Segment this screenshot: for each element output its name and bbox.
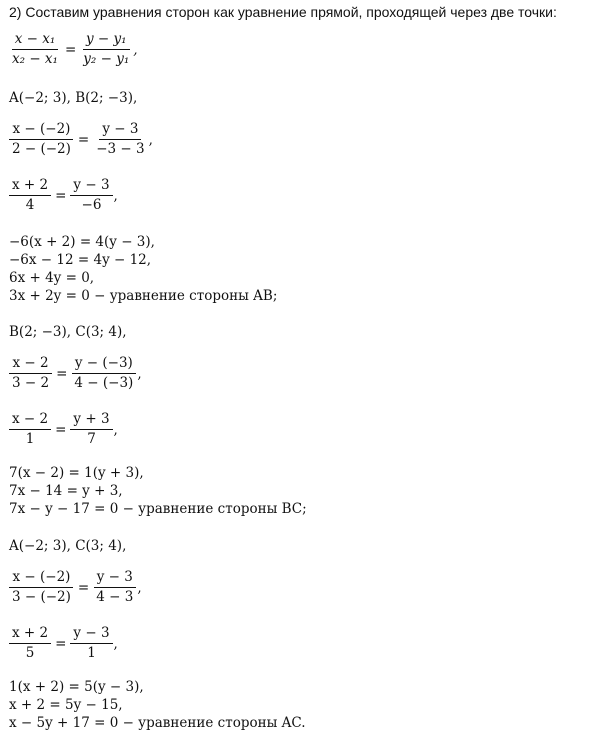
comma: ,: [113, 421, 118, 438]
equals-sign: =: [55, 421, 67, 438]
fraction-left: [9, 412, 51, 447]
denominator: x₂ − x₁: [12, 51, 58, 67]
bc-equation-1: [9, 356, 142, 391]
denominator: 4: [25, 197, 35, 213]
fraction-right: [70, 412, 112, 447]
denominator: 5: [25, 645, 35, 661]
comma: ,: [113, 187, 118, 204]
denominator: 4 − (−3): [74, 375, 134, 391]
equals-sign: =: [55, 635, 67, 652]
comma: ,: [113, 635, 118, 652]
equals-sign: =: [56, 365, 68, 382]
numerator: x + 2: [9, 178, 51, 196]
numerator: x − (−2): [9, 570, 73, 588]
comma: ,: [137, 579, 142, 596]
numerator: y − 3: [70, 626, 112, 644]
denominator: 1: [25, 431, 35, 447]
ac-result: x − 5y + 17 = 0 − уравнение стороны AC.: [9, 715, 306, 731]
bc-step-2: 7x − 14 = y + 3,: [9, 483, 123, 499]
ac-step-2: x + 2 = 5y − 15,: [9, 697, 123, 713]
ab-result: 3x + 2y = 0 − уравнение стороны AB;: [9, 288, 278, 304]
ab-step-1: −6(x + 2) = 4(y − 3),: [9, 234, 155, 250]
denominator: 7: [87, 431, 96, 447]
fraction-right: [80, 32, 132, 67]
points-bc: B(2; −3), C(3; 4),: [9, 324, 127, 340]
section-title: 2) Составим уравнения сторон как уравнение прямой, проходящей через две точки:: [9, 4, 557, 20]
fraction-left: [9, 32, 61, 67]
ab-step-3: 6x + 4y = 0,: [9, 270, 95, 286]
numerator: y − 3: [70, 178, 112, 196]
ab-equation-2: [9, 178, 118, 213]
fraction-left: [9, 626, 51, 661]
fraction-right: [70, 626, 112, 661]
comma: ,: [133, 41, 138, 58]
denominator: 4 − 3: [96, 589, 134, 605]
numerator: y − y₁: [83, 32, 130, 50]
numerator: x − 2: [9, 356, 51, 374]
fraction-right: [70, 178, 112, 213]
ac-equation-1: [9, 570, 142, 605]
ab-equation-1: [9, 122, 153, 157]
fraction-left: [9, 178, 51, 213]
ac-step-1: 1(x + 2) = 5(y − 3),: [9, 679, 144, 695]
general-line-equation: [9, 32, 138, 67]
fraction-right: [93, 122, 147, 157]
numerator: y + 3: [70, 412, 112, 430]
numerator: x + 2: [9, 626, 51, 644]
numerator: x − (−2): [9, 122, 73, 140]
comma: ,: [148, 131, 153, 148]
denominator: 3 − (−2): [12, 589, 71, 605]
fraction-right: [93, 570, 136, 605]
fraction-left: [9, 122, 74, 157]
bc-result: 7x − y − 17 = 0 − уравнение стороны BC;: [9, 501, 307, 517]
equals-sign: =: [77, 579, 90, 596]
points-ab: A(−2; 3), B(2; −3),: [9, 90, 138, 106]
numerator: x − 2: [9, 412, 51, 430]
bc-step-1: 7(x − 2) = 1(y + 3),: [9, 465, 144, 481]
numerator: x − x₁: [12, 32, 59, 50]
fraction-right: [71, 356, 136, 391]
points-ac: A(−2; 3), C(3; 4),: [9, 538, 127, 554]
ab-step-2: −6x − 12 = 4y − 12,: [9, 252, 152, 268]
denominator: 3 − 2: [12, 375, 50, 391]
denominator: 2 − (−2): [12, 141, 71, 157]
fraction-left: [9, 570, 74, 605]
comma: ,: [137, 365, 142, 382]
denominator: −6: [81, 197, 102, 213]
denominator: −3 − 3: [96, 141, 145, 157]
denominator: y₂ − y₁: [83, 51, 130, 67]
numerator: y − 3: [94, 570, 136, 588]
numerator: y − 3: [99, 122, 141, 140]
ac-equation-2: [9, 626, 118, 661]
numerator: y − (−3): [72, 356, 136, 374]
equals-sign: =: [64, 41, 77, 58]
bc-equation-2: [9, 412, 118, 447]
equals-sign: =: [55, 187, 67, 204]
fraction-left: [9, 356, 52, 391]
denominator: 1: [87, 645, 96, 661]
equals-sign: =: [77, 131, 90, 148]
